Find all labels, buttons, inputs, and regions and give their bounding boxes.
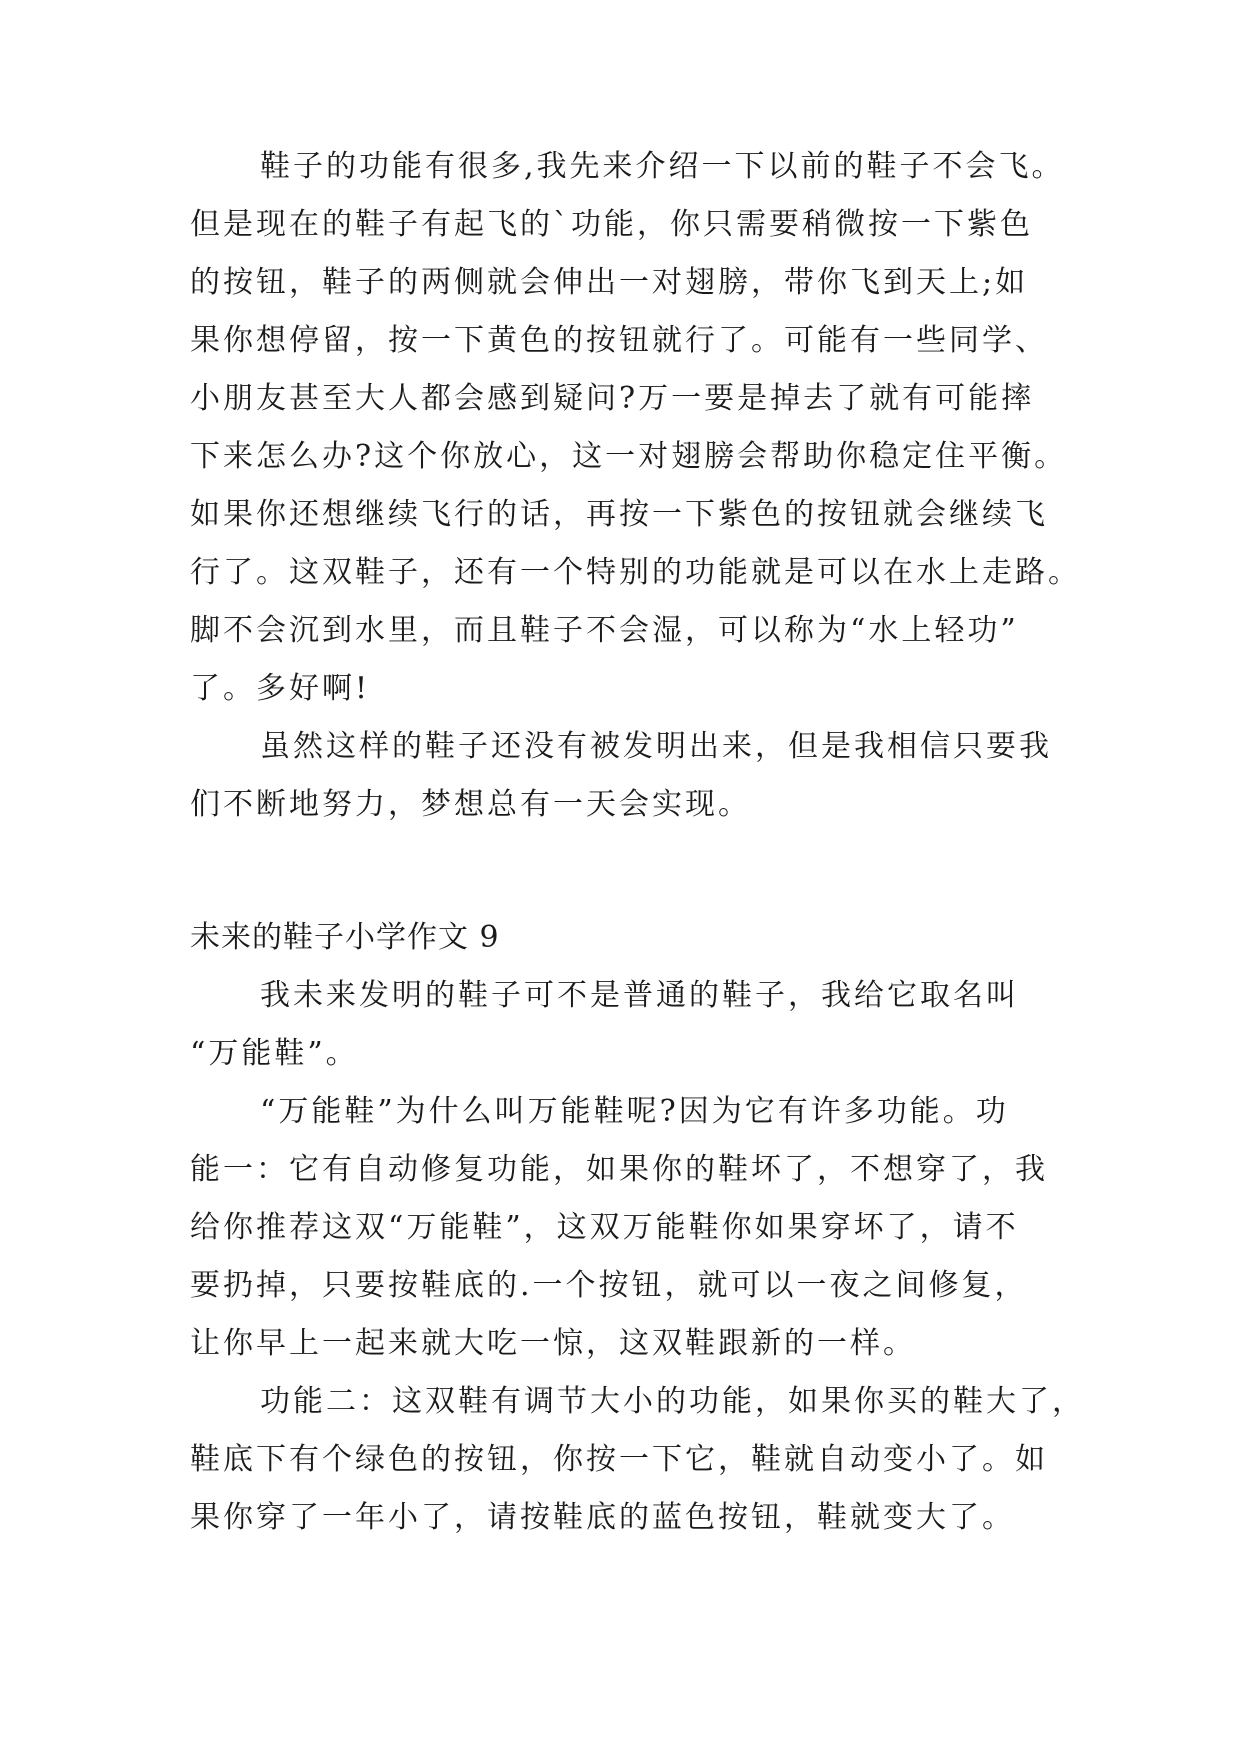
paragraph-line: 功能二：这双鞋有调节大小的功能，如果你买的鞋大了，	[260, 1384, 1085, 1419]
paragraph-line: 但是现在的鞋子有起飞的`功能，你只需要稍微按一下紫色	[190, 207, 1033, 242]
paragraph-line: 行了。这双鞋子，还有一个特别的功能就是可以在水上走路。	[190, 555, 1081, 590]
paragraph-line: “万能鞋”为什么叫万能鞋呢?因为它有许多功能。功	[260, 1094, 1009, 1129]
paragraph-line: 了。多好啊!	[190, 671, 371, 706]
paragraph-line: 的按钮，鞋子的两侧就会伸出一对翅膀，带你飞到天上;如	[190, 265, 1029, 300]
paragraph-line: 小朋友甚至大人都会感到疑问?万一要是掉去了就有可能摔	[190, 381, 1035, 416]
paragraph-line: 果你想停留，按一下黄色的按钮就行了。可能有一些同学、	[190, 323, 1048, 358]
paragraph-line: 果你穿了一年小了，请按鞋底的蓝色按钮，鞋就变大了。	[190, 1500, 1015, 1535]
essay-title: 未来的鞋子小学作文 9	[190, 920, 500, 955]
essay-section-1	[190, 138, 1090, 834]
paragraph-line: 如果你还想继续飞行的话，再按一下紫色的按钮就会继续飞	[190, 497, 1048, 532]
paragraph-line: 我未来发明的鞋子可不是普通的鞋子，我给它取名叫	[260, 978, 1019, 1013]
paragraph-line: 要扔掉，只要按鞋底的.一个按钮，就可以一夜之间修复，	[190, 1268, 1028, 1303]
paragraph-line: 脚不会沉到水里，而且鞋子不会湿，可以称为“水上轻功”	[190, 613, 1019, 648]
paragraph-line: 能一：它有自动修复功能，如果你的鞋坏了，不想穿了，我	[190, 1152, 1048, 1187]
paragraph-line: 鞋底下有个绿色的按钮，你按一下它，鞋就自动变小了。如	[190, 1442, 1048, 1477]
paragraph-line: 鞋子的功能有很多,我先来介绍一下以前的鞋子不会飞。	[260, 149, 1065, 184]
paragraph-line: 下来怎么办?这个你放心，这一对翅膀会帮助你稳定住平衡。	[190, 439, 1068, 474]
paragraph-line: 虽然这样的鞋子还没有被发明出来，但是我相信只要我	[260, 729, 1052, 764]
paragraph-line: 给你推荐这双“万能鞋”，这双万能鞋你如果穿坏了，请不	[190, 1210, 1019, 1245]
essay-section-2	[190, 909, 1090, 1547]
paragraph-line: 让你早上一起来就大吃一惊，这双鞋跟新的一样。	[190, 1326, 916, 1361]
paragraph-line: “万能鞋”。	[190, 1036, 359, 1071]
paragraph-line: 们不断地努力，梦想总有一天会实现。	[190, 787, 751, 822]
